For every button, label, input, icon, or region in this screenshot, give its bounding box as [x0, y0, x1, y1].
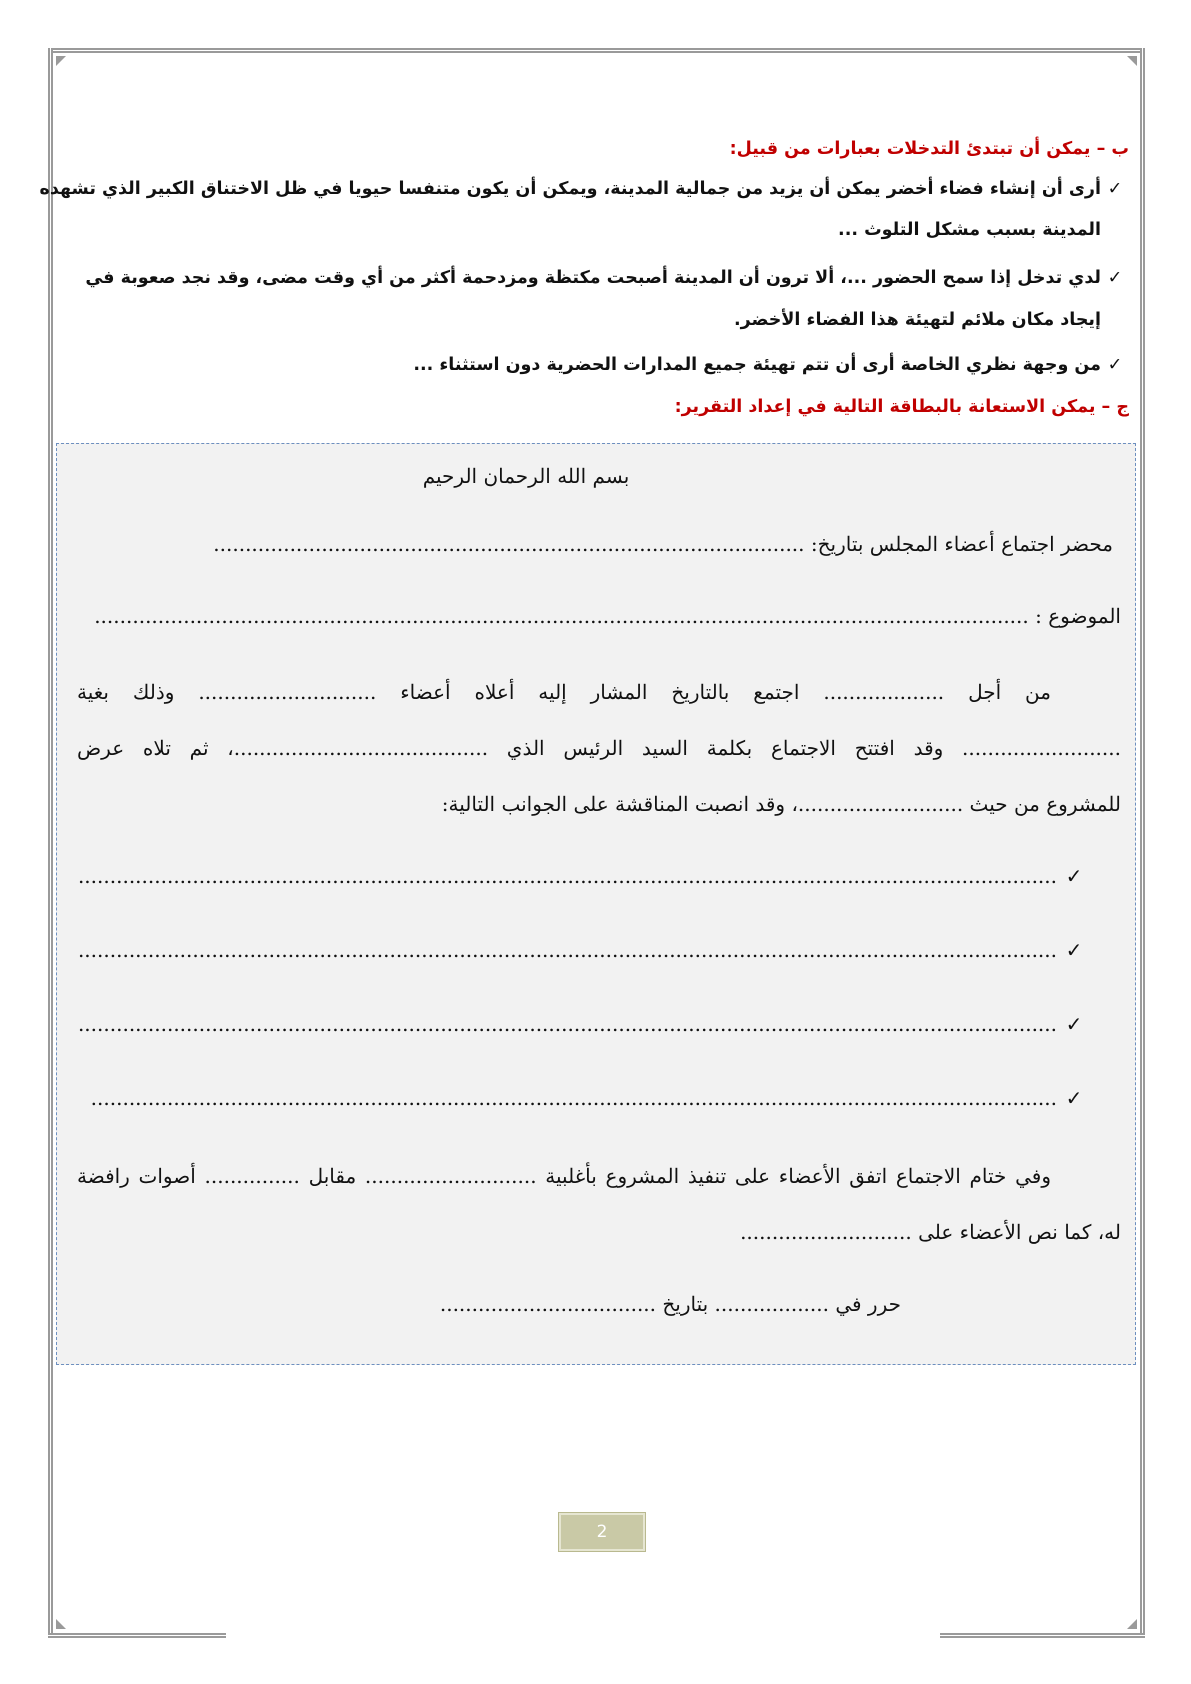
- report-card: [56, 443, 1136, 1365]
- subject-line: الموضوع : ...................................................................................................................................................: [94, 604, 1121, 628]
- page-frame-bottom-right: [940, 1633, 1145, 1638]
- basmala: بسم الله الرحمان الرحيم: [422, 464, 630, 488]
- frame-corner-ornament: [56, 56, 66, 66]
- item-text: من وجهة نظري الخاصة أرى أن تتم تهيئة جميع المدارات الحضرية دون استثناء ...: [413, 355, 1101, 375]
- blank-line: ........................................................................................................................................................: [90, 1086, 1057, 1110]
- page-number: 2: [559, 1513, 645, 1551]
- paragraph-line: وفي ختام الاجتماع اتفق الأعضاء على تنفيذ المشروع بأغلبية ........................... مقابل ............... أصوات رافضة: [77, 1164, 1051, 1188]
- bullet-row: [77, 1012, 1091, 1036]
- check-icon: ✓: [1065, 864, 1083, 888]
- check-icon: ✓: [1107, 355, 1123, 375]
- list-item: [62, 268, 1129, 288]
- bullet-row: [77, 938, 1091, 962]
- frame-corner-ornament: [56, 1619, 66, 1629]
- bullet-row: [77, 864, 1091, 888]
- check-icon: ✓: [1065, 1012, 1083, 1036]
- blank-line: ..........................................................................................................................................................: [77, 938, 1057, 962]
- frame-corner-ornament: [1127, 56, 1137, 66]
- list-item: [62, 355, 1129, 375]
- bullet-row: [85, 1086, 1091, 1110]
- minutes-title: محضر اجتماع أعضاء المجلس بتاريخ: .............................................................................................: [213, 532, 1113, 556]
- paragraph-line: للمشروع من حيث ..........................، وقد انصبت المناقشة على الجوانب التالية:: [441, 792, 1121, 816]
- list-item: [39, 179, 1129, 199]
- check-icon: ✓: [1065, 938, 1083, 962]
- section-c-heading: ج – يمكن الاستعانة بالبطاقة التالية في إعداد التقرير:: [674, 397, 1129, 417]
- page-frame-right: [1140, 48, 1145, 1638]
- item-text: لدي تدخل إذا سمح الحضور ...، ألا ترون أن المدينة أصبحت مكتظة ومزدحمة أكثر من أي وقت مضى، وقد نجد صعوبة في: [85, 268, 1101, 288]
- paragraph-line: له، كما نص الأعضاء على ...........................: [740, 1220, 1121, 1244]
- list-item-continuation: إيجاد مكان ملائم لتهيئة هذا الفضاء الأخضر.: [734, 310, 1101, 330]
- blank-line: ..........................................................................................................................................................: [77, 864, 1057, 888]
- paragraph-line: ......................... وقد افتتح الاجتماع بكلمة السيد الرئيس الذي ........................................، ثم تلاه عرض: [77, 736, 1121, 760]
- paragraph-line: من أجل ................... اجتمع بالتاريخ المشار إليه أعلاه أعضاء ............................ وذلك بغية: [77, 680, 1051, 704]
- section-b-heading: ب – يمكن أن تبتدئ التدخلات بعبارات من قبيل:: [729, 139, 1129, 159]
- check-icon: ✓: [1065, 1086, 1083, 1110]
- signed-line: حرر في .................. بتاريخ ..................................: [439, 1292, 901, 1316]
- page-frame-left: [48, 48, 53, 1638]
- frame-corner-ornament: [1127, 1619, 1137, 1629]
- item-text: أرى أن إنشاء فضاء أخضر يمكن أن يزيد من جمالية المدينة، ويمكن أن يكون متنفسا حيويا في ظل الاختناق الكبير الذي تشهده: [39, 179, 1101, 199]
- page-frame-top: [48, 48, 1145, 53]
- check-icon: ✓: [1107, 268, 1123, 288]
- check-icon: ✓: [1107, 179, 1123, 199]
- blank-line: ..........................................................................................................................................................: [77, 1012, 1057, 1036]
- list-item-continuation: المدينة بسبب مشكل التلوث ...: [838, 220, 1101, 240]
- page-frame-bottom-left: [48, 1633, 226, 1638]
